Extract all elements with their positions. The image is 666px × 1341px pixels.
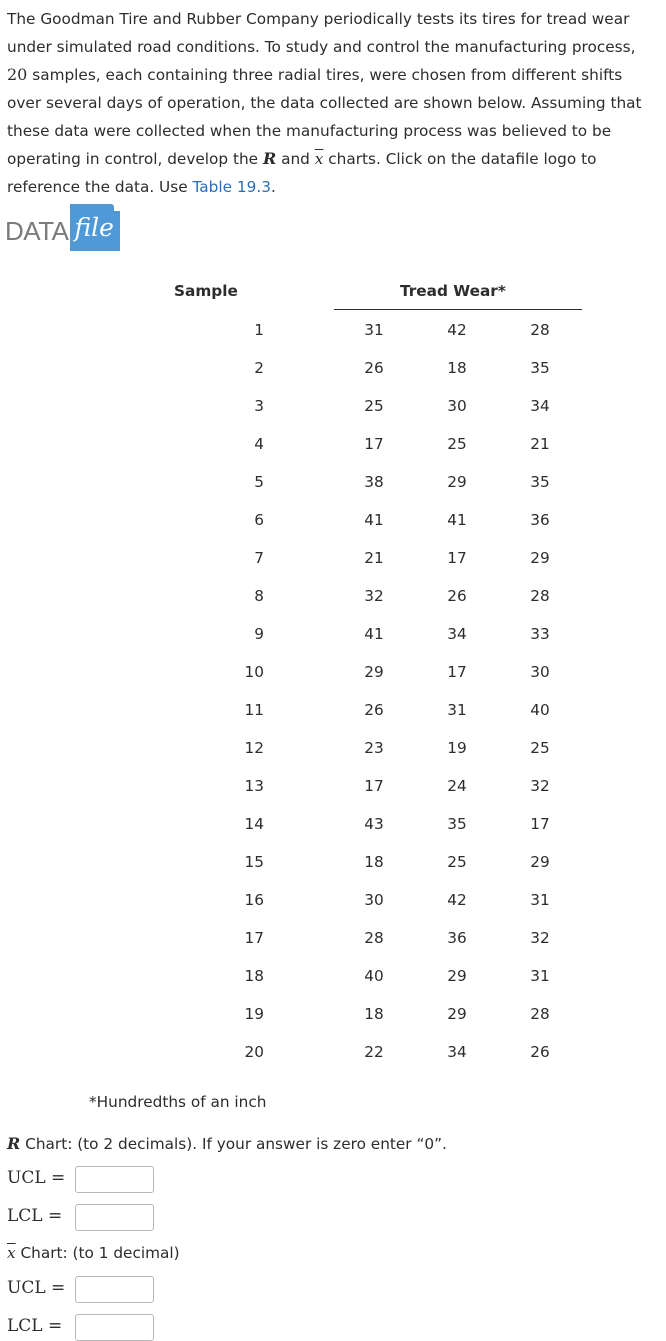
datafile-logo-file-text: file — [70, 211, 119, 251]
problem-text — [7, 5, 657, 201]
datafile-logo[interactable] — [5, 208, 135, 254]
tread-wear-value-3: 34 — [530, 397, 550, 415]
tread-wear-value-2: 35 — [447, 815, 467, 833]
tread-wear-value-3: 29 — [530, 853, 550, 871]
tread-wear-value-2: 26 — [447, 587, 467, 605]
xbar-ucl-input[interactable] — [75, 1276, 154, 1303]
tread-wear-value-1: 29 — [364, 663, 384, 681]
sample-number: 20 — [244, 1043, 264, 1061]
sample-number: 12 — [244, 739, 264, 757]
tread-wear-value-3: 32 — [530, 929, 550, 947]
sample-number: 16 — [244, 891, 264, 909]
r-ucl-label: UCL = — [7, 1168, 66, 1188]
tread-wear-value-2: 36 — [447, 929, 467, 947]
problem-text-part: samples, each containing three radial tires, were chosen from different shifts over several days of operation, the data collected are shown below. Assuming that these data were collected when the manufacturing process was believed to be operating in control, develop the — [7, 66, 642, 168]
tread-wear-value-1: 31 — [364, 321, 384, 339]
tread-wear-value-1: 25 — [364, 397, 384, 415]
tread-wear-value-2: 25 — [447, 435, 467, 453]
problem-text-part: and — [276, 150, 315, 168]
problem-text-part: . — [270, 178, 276, 196]
tread-wear-value-2: 31 — [447, 701, 467, 719]
xbar-lcl-label: LCL = — [7, 1316, 63, 1336]
table-19-3-link[interactable]: Table 19.3 — [192, 178, 271, 196]
sample-number: 17 — [244, 929, 264, 947]
tread-wear-value-1: 32 — [364, 587, 384, 605]
tread-wear-value-2: 30 — [447, 397, 467, 415]
tread-wear-value-3: 35 — [530, 359, 550, 377]
tread-wear-value-2: 17 — [447, 663, 467, 681]
tread-wear-value-2: 34 — [447, 1043, 467, 1061]
sample-number: 7 — [254, 549, 264, 567]
tread-wear-value-1: 41 — [364, 511, 384, 529]
xbar-chart-label: Chart: (to 1 decimal) — [15, 1244, 180, 1262]
tread-wear-value-1: 18 — [364, 853, 384, 871]
sample-number: 18 — [244, 967, 264, 985]
sample-number: 8 — [254, 587, 264, 605]
sample-number: 14 — [244, 815, 264, 833]
sample-number: 6 — [254, 511, 264, 529]
tread-wear-value-3: 26 — [530, 1043, 550, 1061]
tread-wear-value-3: 31 — [530, 967, 550, 985]
tread-wear-value-3: 28 — [530, 321, 550, 339]
datafile-logo-data-text: DATA — [5, 215, 69, 246]
r-symbol: R — [262, 149, 277, 168]
tread-wear-value-1: 17 — [364, 777, 384, 795]
tread-wear-value-2: 19 — [447, 739, 467, 757]
tread-wear-value-2: 41 — [447, 511, 467, 529]
sample-number: 3 — [254, 397, 264, 415]
tread-wear-header: Tread Wear* — [400, 282, 506, 300]
sample-number: 5 — [254, 473, 264, 491]
sample-number: 9 — [254, 625, 264, 643]
tread-wear-value-1: 40 — [364, 967, 384, 985]
sample-number: 11 — [244, 701, 264, 719]
tread-wear-value-3: 21 — [530, 435, 550, 453]
tread-wear-value-3: 32 — [530, 777, 550, 795]
tread-wear-value-2: 24 — [447, 777, 467, 795]
problem-text-part: The Goodman Tire and Rubber Company periodically tests its tires for tread wear under simulated road conditions. To study and control the manufacturing process, — [7, 10, 636, 56]
tread-wear-value-3: 29 — [530, 549, 550, 567]
sample-number: 1 — [254, 321, 264, 339]
sample-column-header: Sample — [174, 282, 238, 300]
problem-text-part: charts. Click on the datafile logo to reference the data. Use — [7, 150, 597, 196]
tread-wear-value-1: 38 — [364, 473, 384, 491]
r-lcl-label: LCL = — [7, 1206, 63, 1226]
tread-wear-value-3: 33 — [530, 625, 550, 643]
xbar-symbol: $\overline{x}$ — [314, 150, 324, 168]
table-footnote: *Hundredths of an inch — [89, 1093, 267, 1111]
tread-wear-value-2: 25 — [447, 853, 467, 871]
tread-wear-value-3: 40 — [530, 701, 550, 719]
sample-number: 2 — [254, 359, 264, 377]
tread-wear-value-1: 43 — [364, 815, 384, 833]
tread-wear-value-1: 17 — [364, 435, 384, 453]
tread-wear-value-2: 29 — [447, 1005, 467, 1023]
tread-wear-value-1: 18 — [364, 1005, 384, 1023]
tread-wear-value-2: 17 — [447, 549, 467, 567]
sample-number: 13 — [244, 777, 264, 795]
r-chart-label: Chart: (to 2 decimals). If your answer is zero enter “0”. — [20, 1135, 447, 1153]
header-rule — [334, 309, 582, 310]
tread-wear-value-2: 34 — [447, 625, 467, 643]
tread-wear-value-2: 42 — [447, 321, 467, 339]
tread-wear-value-3: 28 — [530, 1005, 550, 1023]
tread-wear-value-1: 22 — [364, 1043, 384, 1061]
tread-wear-value-1: 28 — [364, 929, 384, 947]
tread-wear-value-1: 30 — [364, 891, 384, 909]
sample-number: 15 — [244, 853, 264, 871]
tread-wear-value-1: 21 — [364, 549, 384, 567]
xbar-ucl-label: UCL = — [7, 1278, 66, 1298]
sample-number: 19 — [244, 1005, 264, 1023]
tread-wear-value-1: 23 — [364, 739, 384, 757]
r-lcl-input[interactable] — [75, 1204, 154, 1231]
tread-wear-value-1: 26 — [364, 359, 384, 377]
sample-number: 10 — [244, 663, 264, 681]
sample-number: 4 — [254, 435, 264, 453]
tread-wear-value-2: 29 — [447, 473, 467, 491]
tread-wear-value-2: 29 — [447, 967, 467, 985]
r-chart-question — [7, 1134, 447, 1153]
tread-wear-value-2: 42 — [447, 891, 467, 909]
xbar-symbol: $\overline{x}$ — [7, 1244, 16, 1262]
r-symbol: R — [7, 1134, 21, 1153]
tread-wear-value-3: 25 — [530, 739, 550, 757]
tread-wear-value-3: 36 — [530, 511, 550, 529]
r-ucl-input[interactable] — [75, 1166, 154, 1193]
tread-wear-value-3: 17 — [530, 815, 550, 833]
tread-wear-value-3: 31 — [530, 891, 550, 909]
tread-wear-value-3: 30 — [530, 663, 550, 681]
tread-wear-value-1: 26 — [364, 701, 384, 719]
xbar-lcl-input[interactable] — [75, 1314, 154, 1341]
tread-wear-value-2: 18 — [447, 359, 467, 377]
tread-wear-value-1: 41 — [364, 625, 384, 643]
tread-wear-value-3: 28 — [530, 587, 550, 605]
xbar-chart-question — [7, 1244, 180, 1262]
tread-wear-value-3: 35 — [530, 473, 550, 491]
sample-count: 20 — [7, 65, 28, 84]
